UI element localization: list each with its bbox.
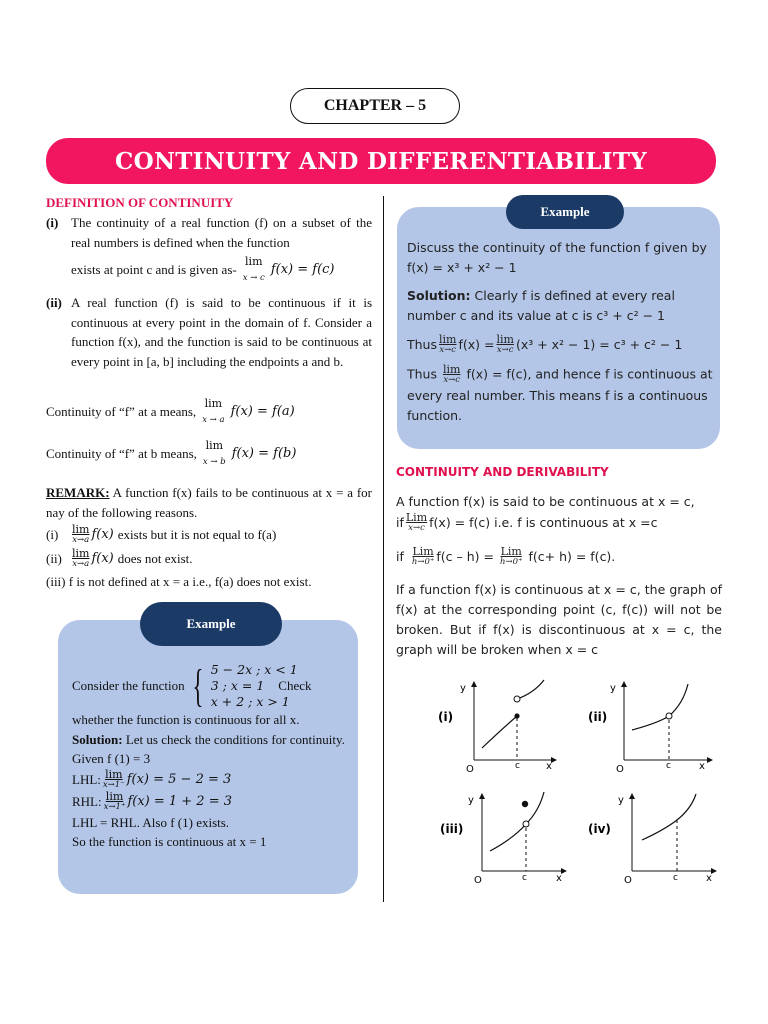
remark-text: A function f(x) fails to be continuous at x = a for nay of the following reasons.: [46, 485, 372, 520]
chapter-label: CHAPTER – 5: [290, 88, 460, 124]
thus-line-1: Thus lim x→c f(x) = lim x→c (x³ + x² − 1) = c³ + c² − 1: [407, 333, 683, 355]
remark-reason-3: (iii) f is not defined at x = a i.e., f(a) does not exist.: [46, 574, 312, 589]
curve: [490, 792, 544, 851]
open-point: [523, 821, 529, 827]
svg-text:c: c: [515, 761, 520, 771]
rhl-line: RHL: lim x→1⁺ f(x) = 1 + 2 = 3: [72, 789, 233, 812]
graph-label: (i): [438, 710, 454, 724]
svg-text:x: x: [556, 873, 562, 884]
svg-text:c: c: [666, 761, 671, 771]
svg-text:c: c: [673, 873, 678, 883]
continuity-a-equation: f(x) = f(a): [230, 404, 295, 420]
curve: [642, 794, 696, 840]
svg-text:y: y: [468, 795, 474, 806]
limit-notation: lim x→a: [72, 547, 90, 569]
example-pill-right: Example: [506, 195, 624, 229]
lhl-line: LHL: lim x→1⁻ f(x) = 5 − 2 = 3: [72, 767, 232, 790]
svg-text:x: x: [546, 761, 552, 772]
definition-item-2: [46, 293, 372, 371]
example-pill-left: Example: [140, 602, 282, 646]
graph-iii: [440, 792, 566, 886]
limit-notation: lim x→a: [72, 523, 90, 545]
graph-iv: [588, 794, 716, 886]
example-2-content: Discuss the continuity of the function f given by f(x) = x³ + x² − 1 Solution: Clearly f is defined at every real number c and its value at c is c³ + c² − 1 Thus lim x→c f(x) = lim x→c (x³ + x² − 1) = c³ + c² − 1 Thus lim x→c f(x) = f(c), and hence f is continuous at every real number. This means f is a continuous function.: [407, 238, 713, 426]
graph-label: (iv): [588, 822, 611, 836]
svg-text:y: y: [618, 795, 624, 806]
derivability-heading: CONTINUITY AND DERIVABILITY: [396, 465, 609, 479]
svg-text:O: O: [466, 764, 474, 775]
svg-text:y: y: [610, 683, 616, 694]
limit-notation: lim x → b: [202, 439, 226, 467]
svg-text:O: O: [624, 875, 632, 886]
brace-icon: {: [192, 660, 204, 711]
definition-item-1: [46, 213, 372, 284]
column-divider: [383, 196, 384, 902]
limit-notation: lim x → c: [242, 255, 265, 283]
continuity-equation: f(x) = f(c): [270, 262, 335, 278]
example-1-content: Consider the function { 5 − 2x ; x < 1 3 ; x = 1 Check x + 2 ; x > 1 whether the function is continuous for all x. Solution: Let us check the conditions for continuity. Given f (1) = 3 LHL: lim x→1⁻ f(x) = 5 − 2 = 3 RHL: lim x→1⁺ f(x) = 1 + 2 = 3 LHL = RHL. Also f (1) exists. So the function is continuous at x = 1: [72, 662, 348, 852]
graph-ii: [588, 682, 712, 775]
graph-label: (ii): [588, 710, 608, 724]
remark-reason-1: (i) lim x→a f(x) exists but it is not equal to f(a): [46, 523, 277, 545]
continuity-a-text: Continuity of “f” at a means,: [46, 404, 197, 420]
item-text: The continuity of a real function (f) on a subset of the real numbers is defined when the function: [71, 215, 372, 250]
derivability-content: A function f(x) is said to be continuous at x = c, if Lim x→c f(x) = f(c) i.e. f is continuous at x =c if Lim h→0⁺ f(c – h) = Lim h→0⁺ f(c+ h) = f(c). If a function f(x) is continuous at x = c, the graph of f(x) at the corresponding point (c, f(c)) will not be broken. But if f(x) is discontinuous at x = c, the graph will be broken when x = c: [396, 494, 722, 657]
svg-text:O: O: [474, 875, 482, 886]
filled-point: [514, 713, 519, 718]
svg-text:O: O: [616, 764, 624, 775]
remark: [46, 483, 372, 592]
filled-point: [522, 801, 528, 807]
solution-label: Solution:: [407, 288, 471, 303]
graph-i: [438, 680, 556, 775]
remark-label: REMARK:: [46, 485, 110, 500]
graph-label: (iii): [440, 822, 464, 836]
curve-right: [517, 680, 544, 699]
continuity-b-text: Continuity of “f” at b means,: [46, 446, 197, 462]
svg-text:y: y: [460, 683, 466, 694]
svg-text:x: x: [706, 873, 712, 884]
curve: [632, 684, 688, 730]
continuity-at-b: [46, 440, 296, 468]
continuity-b-equation: f(x) = f(b): [231, 446, 297, 462]
svg-text:c: c: [522, 873, 527, 883]
item-number: (i): [46, 215, 59, 230]
solution-label: Solution:: [72, 731, 123, 747]
open-point: [514, 696, 520, 702]
thus-line-2: Thus lim x→c f(x) = f(c), and hence f is continuous at every real number. This means f is a continuous function.: [407, 363, 713, 423]
item-text: A real function (f) is said to be continuous if it is continuous at every point in the domain of f. Consider a function f(x), and the function is said to be continuous at every point in [a, b] including the endpoints a and b.: [71, 295, 372, 369]
item-tail: exists at point c and is given as-: [71, 262, 237, 278]
open-point: [666, 713, 672, 719]
piecewise-function: Consider the function { 5 − 2x ; x < 1 3 ; x = 1 Check x + 2 ; x > 1: [72, 660, 312, 711]
limit-notation: lim x → a: [202, 397, 225, 425]
remark-reason-2: (ii) lim x→a f(x) does not exist.: [46, 547, 193, 569]
definition-heading: DEFINITION OF CONTINUITY: [46, 195, 234, 210]
page-title: CONTINUITY AND DIFFERENTIABILITY: [46, 138, 716, 184]
svg-text:x: x: [699, 761, 705, 772]
continuity-graphs: [396, 668, 726, 890]
item-number: (ii): [46, 295, 62, 310]
continuity-at-a: [46, 398, 295, 426]
curve-left: [482, 716, 517, 748]
